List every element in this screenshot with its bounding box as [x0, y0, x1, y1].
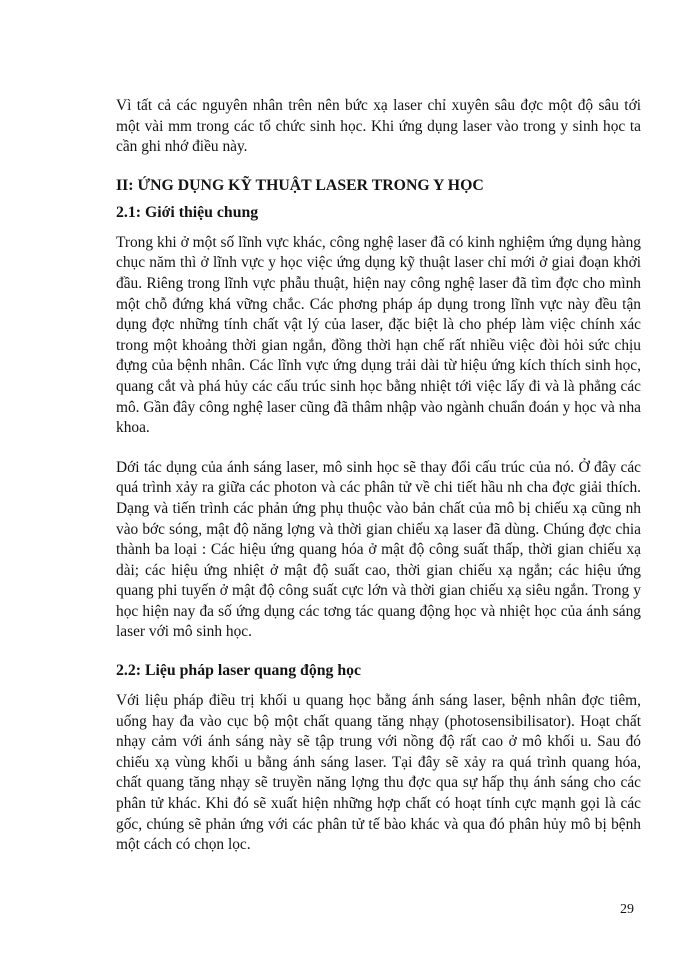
intro-paragraph: Vì tất cả các nguyên nhân trên nên bức xạ laser chỉ xuyên sâu đợc một độ sâu tới một vài mm trong các tổ chức sinh học. Khi ứng dụng laser vào trong y sinh học ta cần ghi nhớ điều này.	[116, 97, 641, 156]
section-heading: II: ỨNG DỤNG KỸ THUẬT LASER TRONG Y HỌC	[116, 176, 484, 194]
subsection-2-2-heading: 2.2: Liệu pháp laser quang động học	[116, 662, 362, 680]
subsection-2-1-paragraph-2: Dới tác dụng của ánh sáng laser, mô sinh học sẽ thay đổi cấu trúc của nó. Ở đây các quá trình xảy ra giữa các photon và các phân tử về chi tiết hầu nh cha đợc giải thích. Dạng và tiến trình các phản ứng phụ thuộc vào bản chất của mô bị chiếu xạ cũng nh vào bớc sóng, mật độ năng lợng và thời gian chiếu xạ laser đã dùng. Chúng đợc chia thành ba loại : Các hiệu ứng quang hóa ở mật độ công suất thấp, thời gian chiếu xạ dài; các hiệu ứng nhiệt ở mật độ suất cao, thời gian chiếu xạ ngắn; các hiệu ứng quang phi tuyến ở mật độ công suất cực lớn và thời gian chiếu xạ siêu ngắn. Trong y học hiện nay đa số ứng dụng các tơng tác quang động học và nhiệt học của ánh sáng laser với mô sinh học.	[116, 458, 641, 641]
subsection-2-1-heading: 2.1: Giới thiệu chung	[116, 203, 259, 221]
document-page	[116, 96, 641, 856]
page-number: 29	[620, 902, 634, 917]
subsection-2-2-paragraph-1: Với liệu pháp điều trị khối u quang học bằng ánh sáng laser, bệnh nhân đợc tiêm, uống hay đa vào cục bộ một chất quang tăng nhạy (photosensibilisator). Hoạt chất nhạy cảm với ánh sáng này sẽ tập trung với nồng độ rất cao ở mô khối u. Sau đó chiếu xạ vùng khối u bằng ánh sáng laser. Tại đây sẽ xảy ra quá trình quang hóa, chất quang tăng nhạy sẽ truyền năng lợng thu đợc qua sự hấp thụ ánh sáng cho các phân tử khác. Khi đó sẽ xuất hiện những hợp chất có hoạt tính cực mạnh gọi là các gốc, chúng sẽ phản ứng với các phân tử tế bào khác và qua đó phân hủy mô bị bệnh một cách có chọn lọc.	[116, 692, 641, 854]
subsection-2-1-paragraph-1: Trong khi ở một số lĩnh vực khác, công nghệ laser đã có kinh nghiệm ứng dụng hàng chục năm thì ở lĩnh vực y học việc ứng dụng kỹ thuật laser chỉ mới ở giai đoạn khởi đầu. Riêng trong lĩnh vực phẫu thuật, hiện nay công nghệ laser đã tìm đợc cho mình một chỗ đứng khá vững chắc. Các phơng pháp áp dụng trong lĩnh vực này đều tận dụng đợc những tính chất vật lý của laser, đặc biệt là cho phép làm việc chính xác trong một khoảng thời gian ngắn, đồng thời hạn chế rất nhiều việc đòi hỏi sức chịu đựng của bệnh nhân. Các lĩnh vực ứng dụng trải dài từ hiệu ứng kích thích sinh học, quang cắt và phá hủy các cấu trúc sinh học bằng nhiệt tới việc lấy đi và là phẳng các mô. Gần đây công nghệ laser cũng đã thâm nhập vào ngành chuẩn đoán y học và nha khoa.	[116, 233, 641, 437]
